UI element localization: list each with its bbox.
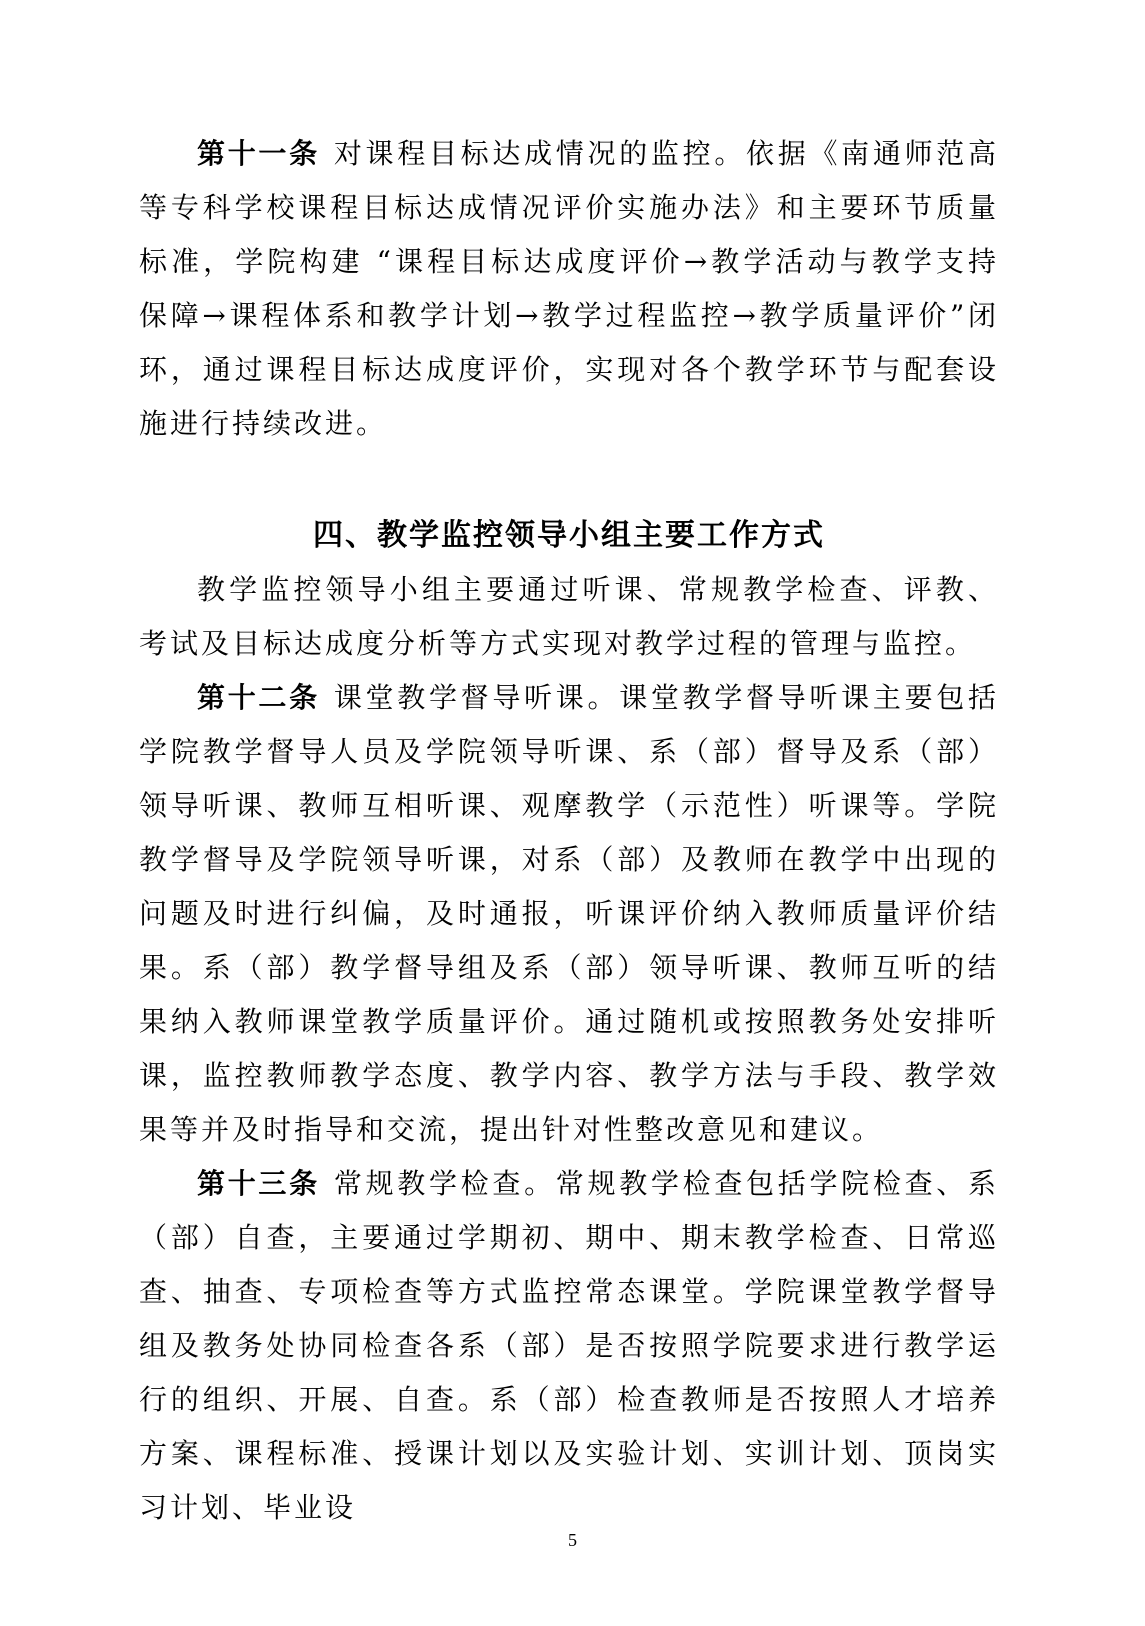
- article-12-label: 第十二条: [197, 681, 320, 714]
- article-12-text: 课堂教学督导听课。课堂教学督导听课主要包括学院教学督导人员及学院领导听课、系（部）督导及系（部）领导听课、教师互相听课、观摩教学（示范性）听课等。学院教学督导及学院领导听课，对系（部）及教师在教学中出现的问题及时进行纠偏，及时通报，听课评价纳入教师质量评价结果。系（部）教学督导组及系（部）领导听课、教师互听的结果纳入教师课堂教学质量评价。通过随机或按照教务处安排听课，监控教师教学态度、教学内容、教学方法与手段、教学效果等并及时指导和交流，提出针对性整改意见和建议。: [139, 681, 999, 1146]
- section-4-intro: 教学监控领导小组主要通过听课、常规教学检查、评教、考试及目标达成度分析等方式实现对教学过程的管理与监控。: [139, 573, 999, 660]
- article-12-paragraph: [139, 671, 999, 1157]
- article-11-text: 对课程目标达成情况的监控。依据《南通师范高等专科学校课程目标达成情况评价实施办法》和主要环节质量标准，学院构建 “课程目标达成度评价→教学活动与教学支持保障→课程体系和教学计划→教学过程监控→教学质量评价”闭环，通过课程目标达成度评价，实现对各个教学环节与配套设施进行持续改进。: [139, 137, 999, 440]
- article-13-text: 常规教学检查。常规教学检查包括学院检查、系（部）自查，主要通过学期初、期中、期末教学检查、日常巡查、抽查、专项检查等方式监控常态课堂。学院课堂教学督导组及教务处协同检查各系（部）是否按照学院要求进行教学运行的组织、开展、自查。系（部）检查教师是否按照人才培养方案、课程标准、授课计划以及实验计划、实训计划、顶岗实习计划、毕业设: [139, 1167, 999, 1524]
- page-number: 5: [568, 1530, 577, 1550]
- article-13-label: 第十三条: [197, 1167, 320, 1200]
- page-content: [139, 127, 999, 1535]
- section-4-heading: 四、教学监控领导小组主要工作方式: [313, 518, 825, 553]
- article-13-paragraph: [139, 1157, 999, 1535]
- article-11-label: 第十一条: [197, 137, 320, 170]
- article-11-paragraph: [139, 127, 999, 451]
